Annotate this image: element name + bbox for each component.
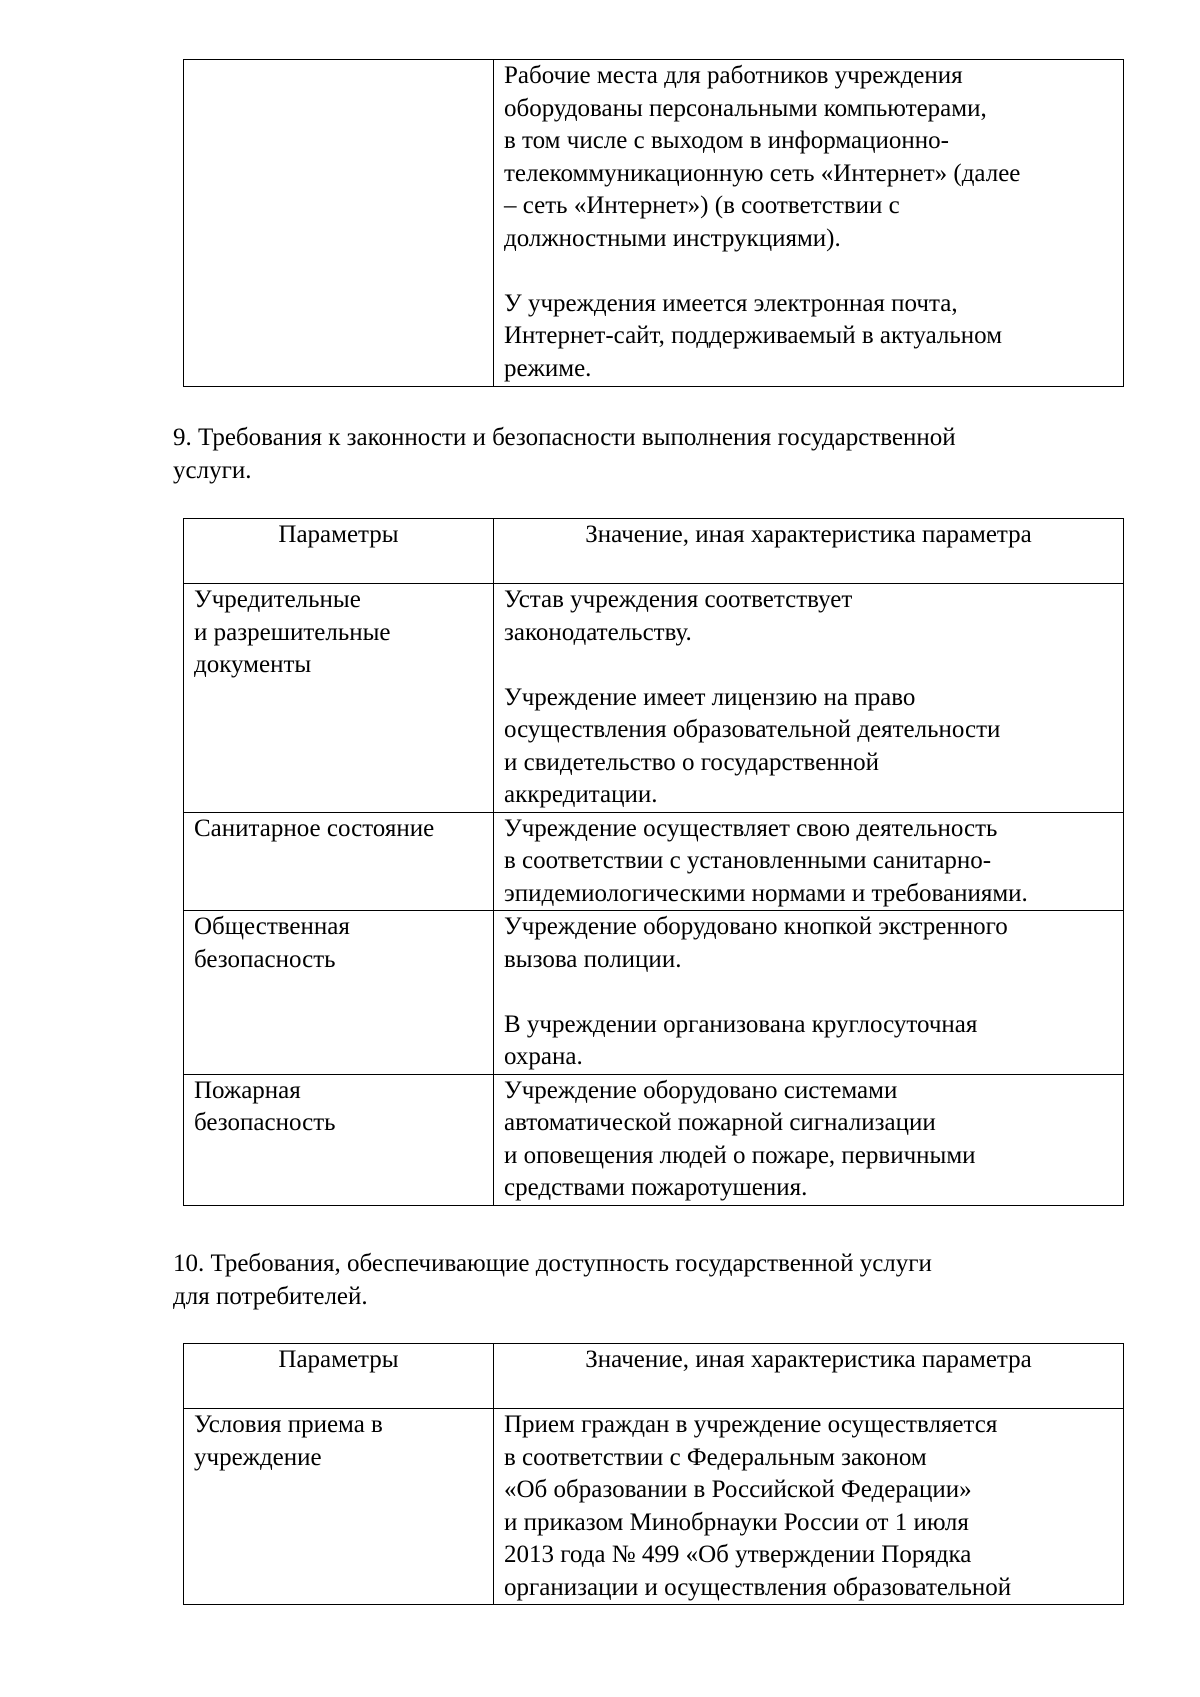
table-cell-value: Учреждение осуществляет свою деятельность в соответствии с установленными санитарно- эпидемиологическими нормами и требованиями. — [494, 812, 1124, 911]
table-cell-param: Общественная безопасность — [184, 911, 494, 1075]
section-9-table — [183, 518, 1124, 1206]
table-cell-param: Санитарное состояние — [184, 812, 494, 911]
table-row — [184, 911, 1124, 1075]
column-header-value: Значение, иная характеристика параметра — [494, 519, 1124, 584]
column-header-params: Параметры — [184, 519, 494, 584]
table-row — [184, 60, 1124, 387]
table-row — [184, 1074, 1124, 1205]
table-row — [184, 812, 1124, 911]
section-10-table — [183, 1343, 1124, 1605]
table-cell-value: Учреждение оборудовано системами автоматической пожарной сигнализации и оповещения людей о пожаре, первичными средствами пожаротушения. — [494, 1074, 1124, 1205]
table-header-row — [184, 1344, 1124, 1409]
table-cell-param: Пожарная безопасность — [184, 1074, 494, 1205]
table-row — [184, 584, 1124, 813]
table-cell-param: Учредительные и разрешительные документы — [184, 584, 494, 813]
table-cell-param — [184, 60, 494, 387]
table-header-row — [184, 519, 1124, 584]
column-header-value: Значение, иная характеристика параметра — [494, 1344, 1124, 1409]
table-row — [184, 1409, 1124, 1605]
table-cell-value: Учреждение оборудовано кнопкой экстренного вызова полиции. В учреждении организована круглосуточная охрана. — [494, 911, 1124, 1075]
table-cell-param: Условия приема в учреждение — [184, 1409, 494, 1605]
section-10-heading: 10. Требования, обеспечивающие доступность государственной услуги для потребителей. — [173, 1250, 932, 1310]
top-table — [183, 59, 1124, 387]
column-header-params: Параметры — [184, 1344, 494, 1409]
table-cell-value: Устав учреждения соответствует законодательству. Учреждение имеет лицензию на право осуществления образовательной деятельности и свидетельство о государственной аккредитации. — [494, 584, 1124, 813]
section-9-heading: 9. Требования к законности и безопасности выполнения государственной услуги. — [173, 424, 956, 484]
table-cell-value: Прием граждан в учреждение осуществляется в соответствии с Федеральным законом «Об образовании в Российской Федерации» и приказом Минобрнауки России от 1 июля 2013 года № 499 «Об утверждении Порядка организации и осуществления образовательной — [494, 1409, 1124, 1605]
table-cell-value: Рабочие места для работников учреждения оборудованы персональными компьютерами, в том числе с выходом в информационно- телекоммуникационную сеть «Интернет» (далее – сеть «Интернет») (в соответствии с должностными инструкциями). У учреждения имеется электронная почта, Интернет-сайт, поддерживаемый в актуальном режиме. — [494, 60, 1124, 387]
